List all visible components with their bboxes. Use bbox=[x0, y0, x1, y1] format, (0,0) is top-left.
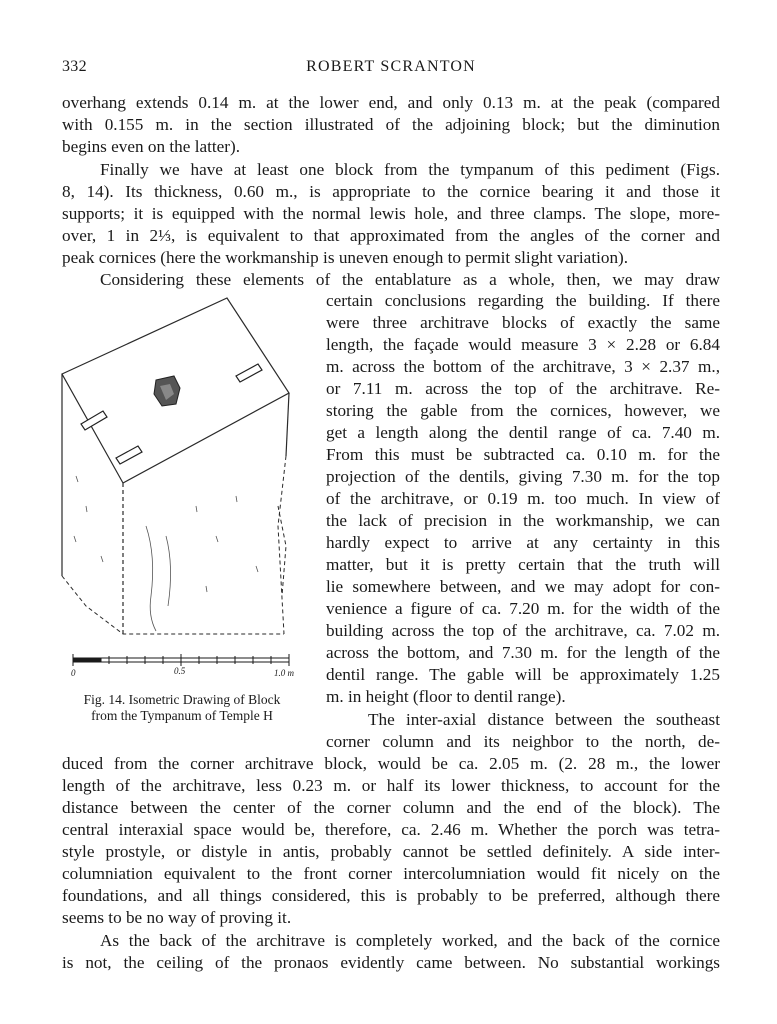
scale-label-end: 1.0 m bbox=[274, 668, 294, 678]
text-line: distance between the center of the corner column and the end of the block). The bbox=[62, 798, 720, 817]
block-bottom-outline bbox=[62, 576, 284, 634]
text-line: seems to be no way of proving it. bbox=[62, 908, 292, 927]
scale-label-mid: 0.5 bbox=[174, 666, 186, 676]
block-right-outline bbox=[278, 456, 286, 634]
text-line: The inter-axial distance between the southeast bbox=[368, 710, 720, 729]
text-line: Considering these elements of the entablature as a whole, then, we may draw bbox=[100, 270, 720, 289]
text-line: From this must be subtracted ca. 0.10 m. for the bbox=[326, 445, 720, 464]
text-line: m. across the bottom of the architrave, 3 × 2.37 m., bbox=[326, 357, 720, 376]
text-line: over, 1 in 2⅓, is equivalent to that approximated from the angles of the corner and bbox=[62, 226, 720, 245]
block-right-edge bbox=[286, 393, 289, 456]
text-line: or 7.11 m. across the top of the architrave. Re- bbox=[326, 379, 720, 398]
text-line: As the back of the architrave is completely worked, and the back of the cornice bbox=[100, 931, 720, 950]
text-line: is not, the ceiling of the pronaos evidently came between. No substantial workings bbox=[62, 953, 720, 972]
text-line: matter, but it is pretty certain that the truth will bbox=[326, 555, 720, 574]
text-line: with 0.155 m. in the section illustrated of the adjoining block; but the diminution bbox=[62, 115, 720, 134]
page-number: 332 bbox=[62, 58, 87, 75]
text-line: certain conclusions regarding the building. If there bbox=[326, 291, 720, 310]
text-line: columniation equivalent to the front corner intercolumniation would fit nicely on the bbox=[62, 864, 720, 883]
text-line: building across the top of the architrave, ca. 7.02 m. bbox=[326, 621, 720, 640]
figure-caption bbox=[56, 692, 308, 724]
scale-bar bbox=[73, 654, 289, 666]
figure-14 bbox=[56, 296, 308, 696]
text-line: overhang extends 0.14 m. at the lower end, and only 0.13 m. at the peak (compared bbox=[62, 93, 720, 112]
text-line: hardly expect to arrive at any certainty in this bbox=[326, 533, 720, 552]
text-line: supports; it is equipped with the normal lewis hole, and three clamps. The slope, more- bbox=[62, 204, 720, 223]
page-header bbox=[62, 58, 720, 80]
text-line: peak cornices (here the workmanship is uneven enough to permit slight variation). bbox=[62, 248, 629, 267]
text-line: Finally we have at least one block from the tympanum of this pediment (Figs. bbox=[100, 160, 720, 179]
text-line: length of the architrave, less 0.23 m. or half its lower thickness, to account for the bbox=[62, 776, 720, 795]
text-line: lie somewhere between, and we may adopt for con- bbox=[326, 577, 720, 596]
text-line: projection of the dentils, giving 7.30 m. for the top bbox=[326, 467, 720, 486]
running-head: ROBERT SCRANTON bbox=[306, 58, 476, 75]
text-line: style prostyle, or distyle in antis, probably cannot be settled definitely. A side inter- bbox=[62, 842, 720, 861]
text-line: dentil range. The gable will be approximately 1.25 bbox=[326, 665, 720, 684]
caption-line: Fig. 14. Isometric Drawing of Block bbox=[83, 692, 281, 707]
text-line: venience a figure of ca. 7.20 m. for the width of the bbox=[326, 599, 720, 618]
text-line: foundations, and all things considered, this is probably to be preferred, although there bbox=[62, 886, 720, 905]
text-line: 8, 14). Its thickness, 0.60 m., is appropriate to the cornice bearing it and those it bbox=[62, 182, 720, 201]
scale-label-start: 0 bbox=[71, 668, 76, 678]
text-line: storing the gable from the cornices, however, we bbox=[326, 401, 720, 420]
text-line: central interaxial space would be, therefore, ca. 2.46 m. Whether the porch was tetra- bbox=[62, 820, 720, 839]
caption-line: from the Tympanum of Temple H bbox=[91, 708, 273, 723]
text-line: m. in height (floor to dentil range). bbox=[326, 687, 566, 706]
text-line: begins even on the latter). bbox=[62, 137, 241, 156]
text-line: length, the façade would measure 3 × 2.28 or 6.84 bbox=[326, 335, 720, 354]
text-line: duced from the corner architrave block, would be ca. 2.05 m. (2. 28 m., the lower bbox=[62, 754, 720, 773]
text-line: of the architrave, or 0.19 m. too much. In view of bbox=[326, 489, 720, 508]
isometric-block-drawing bbox=[56, 296, 308, 696]
text-line: get a length along the dentil range of ca. 7.40 m. bbox=[326, 423, 720, 442]
clamp-cutting bbox=[236, 364, 262, 382]
text-line: corner column and its neighbor to the north, de- bbox=[326, 732, 720, 751]
text-line: the lack of precision in the workmanship, we can bbox=[326, 511, 720, 530]
text-line: across the bottom, and 7.30 m. for the length of the bbox=[326, 643, 720, 662]
text-line: were three architrave blocks of exactly the same bbox=[326, 313, 720, 332]
clamp-cutting bbox=[116, 446, 142, 464]
